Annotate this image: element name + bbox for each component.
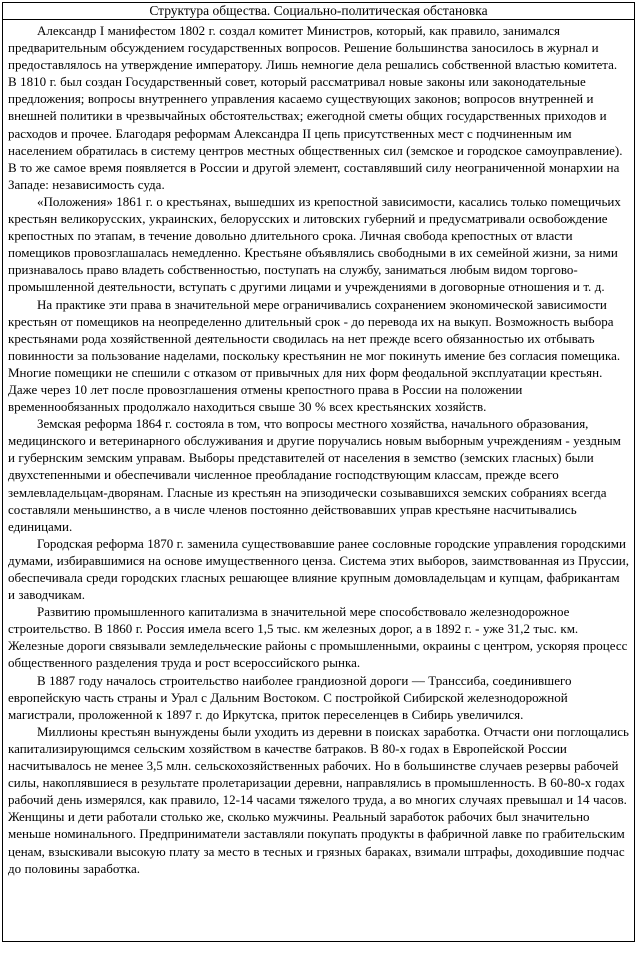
document-title: Структура общества. Социально-политическая обстановка (2, 2, 635, 20)
document-body (2, 19, 635, 942)
paragraph: Развитию промышленного капитализма в значительной мере способствовало железнодорожное строительство. В 1860 г. Россия имела всего 1,5 тыс. км железных дорог, а в 1892 г. - уже 31,2 тыс. км. Железные дороги связывали земледельческие районы с промышленными, окраины с центром, ускоряя процесс общественного разделения труда и рост всероссийского рынка. (8, 604, 628, 671)
paragraph: «Положения» 1861 г. о крестьянах, вышедших из крепостной зависимости, касались только помещичьих крестьян великорусских, украинских, белорусских и литовских губерний и предусматривали освобождение крепостных по этапам, в течение довольно длительного срока. Личная свобода крепостных от власти помещиков провозглашалась немедленно. Крестьяне объявлялись свободными в их семейной жизни, за ними признавалось право владеть собственностью, поступать на службу, заниматься любым видом торгово-промышленной деятельности, вступать с другими лицами и учреждениями в договорные отношения и т. д. (8, 193, 621, 295)
paragraph: На практике эти права в значительной мере ограничивались сохранением экономической зависимости крестьян от помещиков на неопределенно длительный срок - до перевода их на выкуп. Возможность выбора крестьянами рода хозяйственной деятельности сводилась на нет прежде всего обязанностью их отбывать повинности за пользование наделами, поскольку крестьянин не мог покинуть имение без согласия помещика. Многие помещики не спешили с отказом от привычных для них форм феодальной эксплуатации крестьян. Даже через 10 лет после провозглашения отмены крепостного права в России на положении временнообязанных продолжало находиться свыше 30 % всех крестьянских хозяйств. (8, 296, 621, 415)
paragraph: В 1887 году началось строительство наиболее грандиозной дороги — Транссиба, соединившего европейскую часть страны и Урал с Дальним Востоком. С постройкой Сибирской железнодорожной магистрали, проложенной к 1897 г. до Иркутска, приток переселенцев в Сибирь увеличился. (8, 672, 572, 722)
paragraph: Городская реформа 1870 г. заменила существовавшие ранее сословные городские управления городскими думами, избиравшимися на основе имущественного ценза. Система этих выборов, заимствованная из Пруссии, обеспечивала среди городских гласных решающее влияние крупным домовладельцам и купцам, фабрикантам и заводчикам. (8, 535, 630, 603)
paragraph: Земская реформа 1864 г. состояла в том, что вопросы местного хозяйства, начального образования, медицинского и ветеринарного обслуживания и другие поручались новым выборным учреждениям - уездным и губернским земским управам. Выборы представителей от населения в земство (земских гласных) были двухстепенными и обеспечивали численное преобладание господствующим классам, прежде всего землевладельцам-дворянам. Гласные из крестьян на эпизодически созывавшихся земских собраниях всегда составляли меньшинство, а в числе членов постоянно действовавших управ крестьяне насчитывались единицами. (8, 416, 621, 534)
paragraph: Александр I манифестом 1802 г. создал комитет Министров, который, как правило, занимался предварительным обсуждением государственных вопросов. Решение большинства заносилось в журнал и предоставлялось на утверждение императору. Лишь немногие дела решались собственной властью комитета. В 1810 г. был создан Государственный совет, который рассматривал новые законы или законодательные предложения; вопросы внутреннего управления касаемо существующих законов; вопросов внутренней и внешней политики в чрезвычайных обстоятельствах; ежегодной сметы общих государственных приходов и расходов и прочее. Благодаря реформам Александра II цепь присутственных мест с подчиненным им населением обратилась в систему центров местных общественных сил (земское и городское самоуправление). В то же самое время появляется в России и другой элемент, составлявший силу неограниченной монархии на Западе: независимость суда. (8, 23, 623, 192)
paragraph: Миллионы крестьян вынуждены были уходить из деревни в поисках заработка. Отчасти они поглощались капитализирующимся сельским хозяйством в качестве батраков. В 80-х годах в Европейской России насчитывалось не менее 3,5 млн. сельскохозяйственных рабочих. Но в большинстве случаев резервы рабочей силы, накоплявшиеся в результате пролетаризации деревни, направлялись в промышленность. В 60-80-х годах рабочий день измерялся, как правило, 12-14 часами тяжелого труда, а во многих случаях превышал и 14 часов. Женщины и дети работали столько же, сколько мужчины. Реальный заработок рабочих был значительно меньше номинального. Предприниматели заставляли покупать продукты в фабричной лавке по грабительским ценам, взыскивали высокую плату за место в тесных и грязных бараках, взимали штрафы, доходившие подчас до половины заработка. (8, 723, 629, 876)
